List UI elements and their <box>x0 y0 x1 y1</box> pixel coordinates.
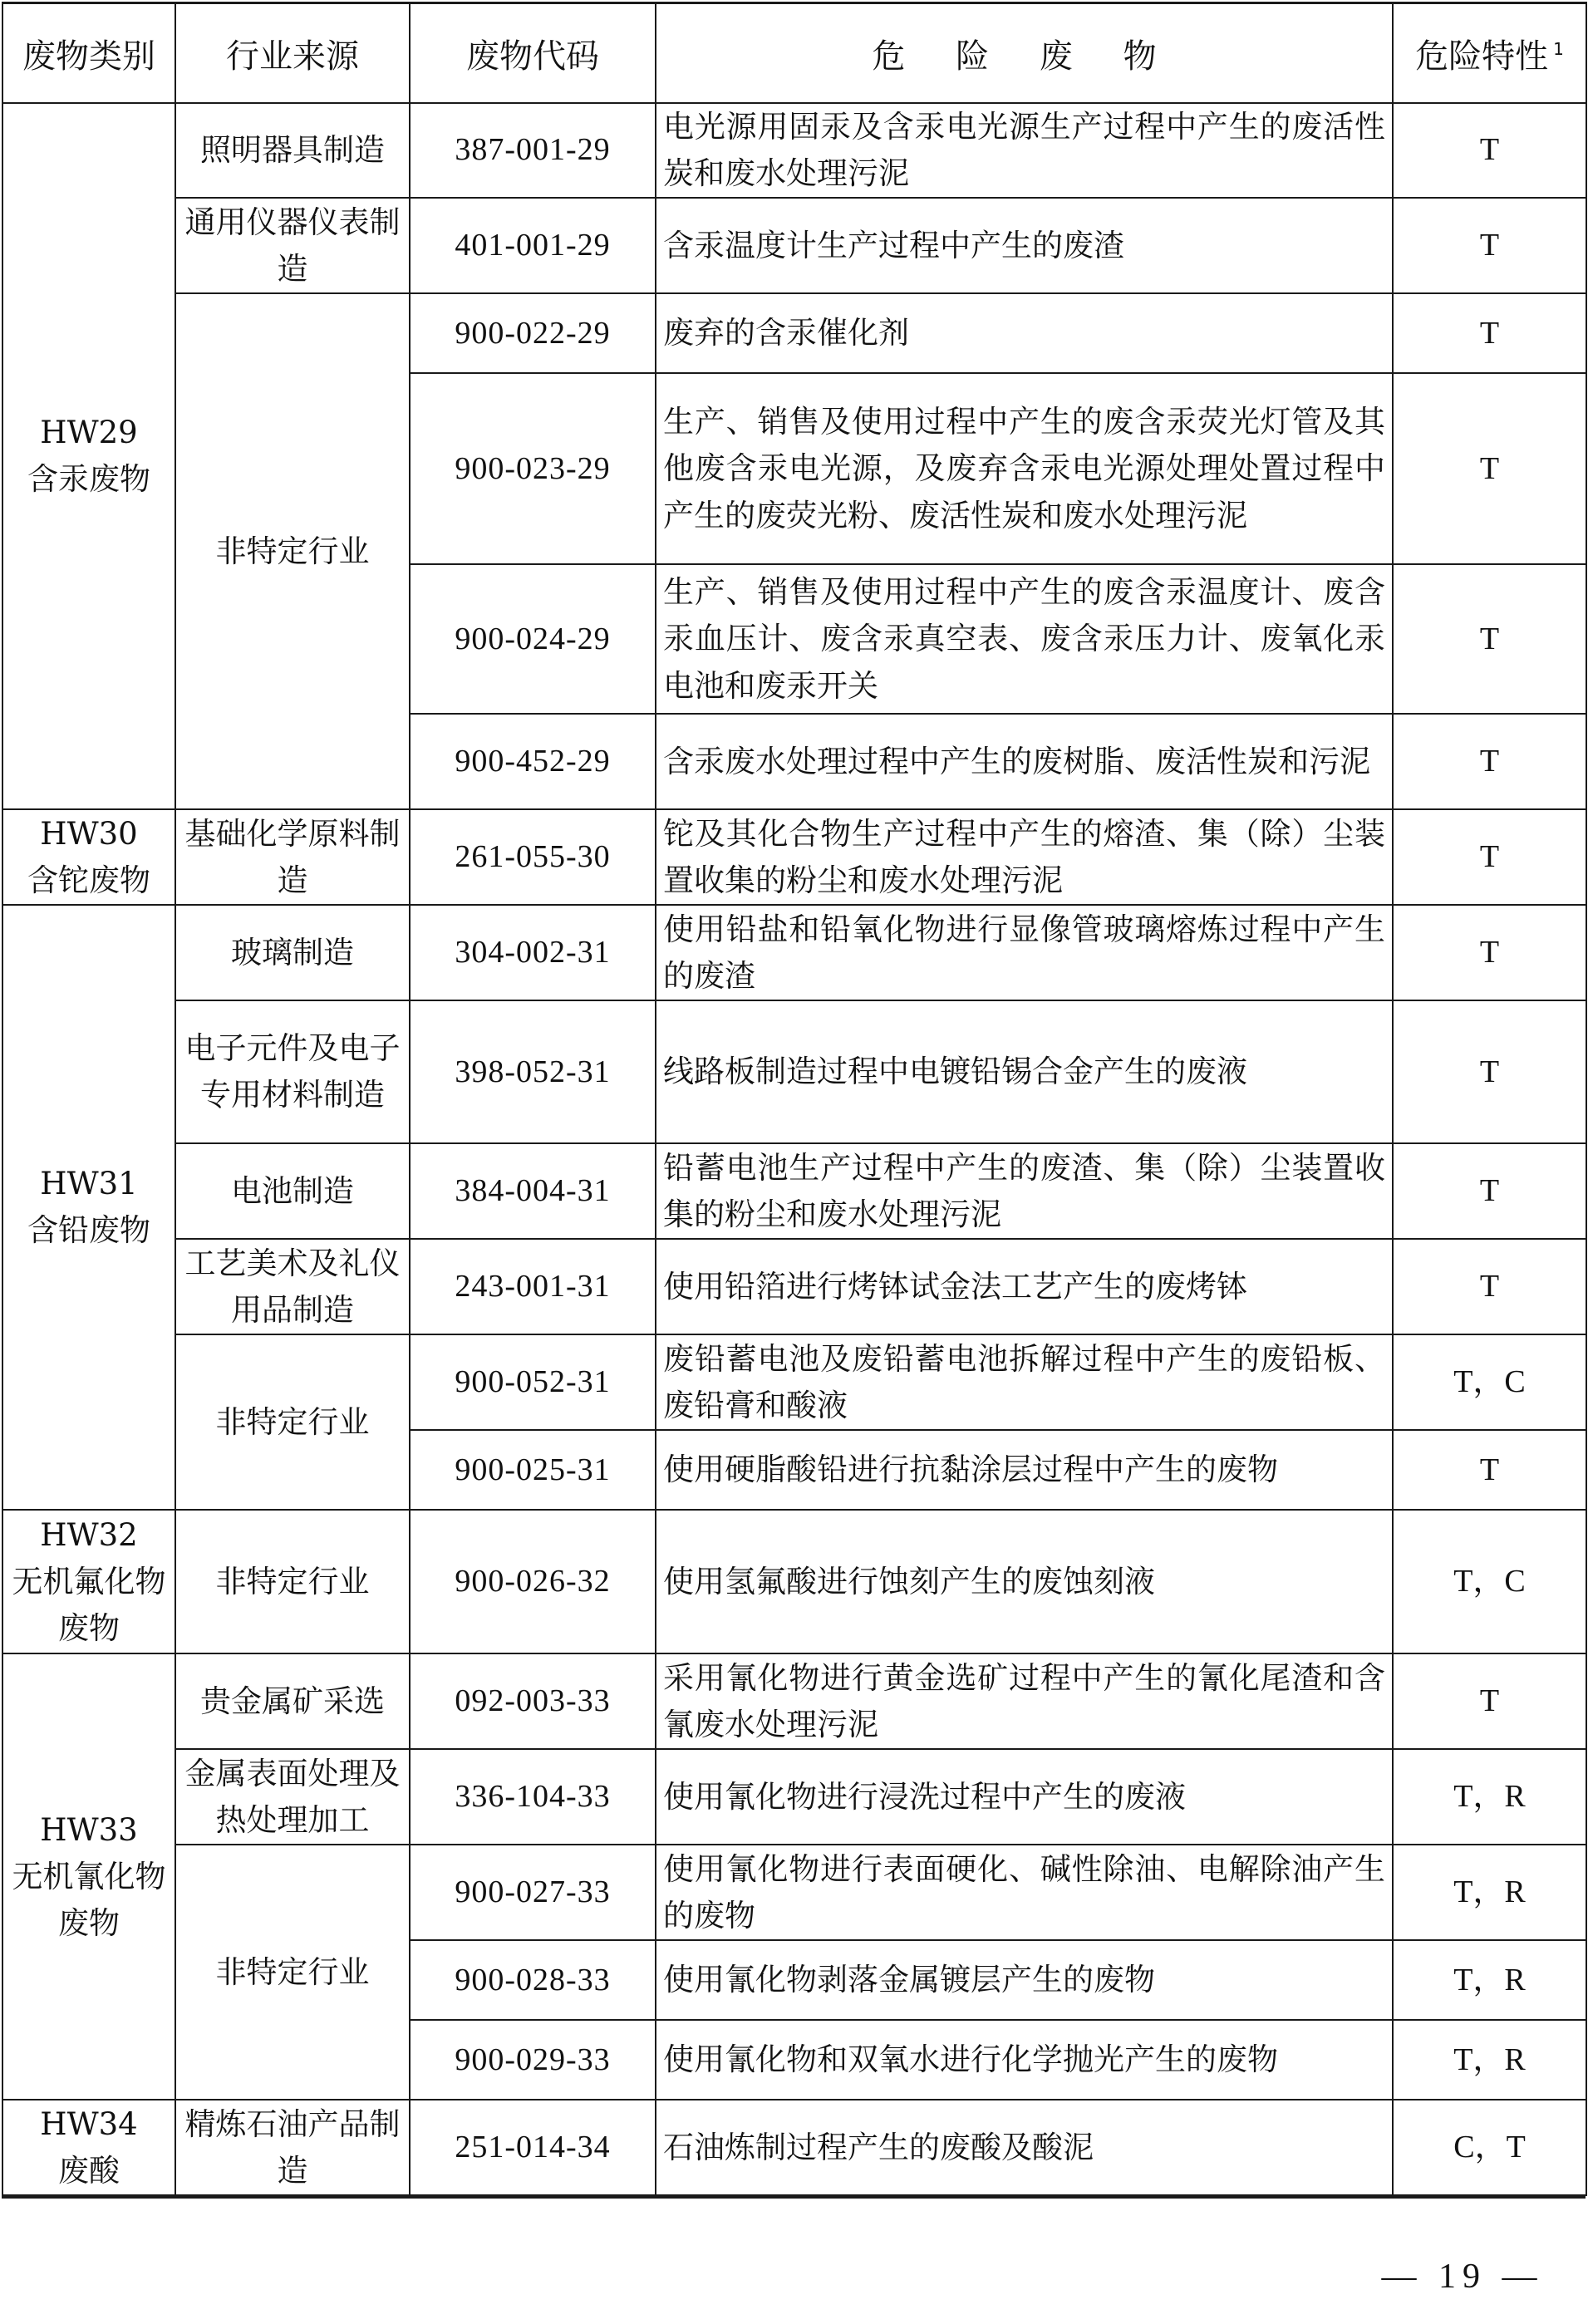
waste-code-cell: 900-022-29 <box>410 293 656 373</box>
industry-source-cell: 电池制造 <box>175 1143 410 1239</box>
table-row <box>2 2100 1586 2195</box>
waste-category-cell: HW30 含铊废物 <box>2 809 175 905</box>
table-row <box>2 1749 1586 1845</box>
table-row <box>2 1845 1586 1940</box>
table-row <box>2 198 1586 293</box>
hazardous-waste-description-cell: 使用氢氟酸进行蚀刻产生的废蚀刻液 <box>656 1510 1393 1653</box>
industry-source-cell: 通用仪器仪表制造 <box>175 198 410 293</box>
hazard-property-cell: T <box>1393 1430 1586 1510</box>
table-row <box>2 1510 1586 1653</box>
industry-source-cell: 非特定行业 <box>175 1334 410 1510</box>
waste-code-cell: 243-001-31 <box>410 1239 656 1334</box>
hazardous-waste-description-cell: 采用氰化物进行黄金选矿过程中产生的氰化尾渣和含氰废水处理污泥 <box>656 1653 1393 1749</box>
hazardous-waste-description-cell: 使用氰化物进行表面硬化、碱性除油、电解除油产生的废物 <box>656 1845 1393 1940</box>
waste-code-cell: 900-052-31 <box>410 1334 656 1430</box>
header-waste: 危 险 废 物 <box>656 3 1393 104</box>
hazardous-waste-description-cell: 铊及其化合物生产过程中产生的熔渣、集（除）尘装置收集的粉尘和废水处理污泥 <box>656 809 1393 905</box>
hazardous-waste-description-cell: 废铅蓄电池及废铅蓄电池拆解过程中产生的废铅板、废铅膏和酸液 <box>656 1334 1393 1430</box>
industry-source-cell: 电子元件及电子专用材料制造 <box>175 1000 410 1143</box>
table-row <box>2 1653 1586 1749</box>
hazard-property-cell: T <box>1393 1653 1586 1749</box>
hazardous-waste-description-cell: 含汞温度计生产过程中产生的废渣 <box>656 198 1393 293</box>
industry-source-cell: 贵金属矿采选 <box>175 1653 410 1749</box>
industry-source-cell: 照明器具制造 <box>175 103 410 198</box>
hazard-property-cell: T <box>1393 103 1586 198</box>
hazard-property-cell: T <box>1393 1143 1586 1239</box>
header-property-label: 危险特性 <box>1415 37 1549 76</box>
industry-source-cell: 非特定行业 <box>175 1510 410 1653</box>
hazard-property-cell: T <box>1393 373 1586 564</box>
waste-code-cell: 384-004-31 <box>410 1143 656 1239</box>
industry-source-cell: 工艺美术及礼仪用品制造 <box>175 1239 410 1334</box>
header-property <box>1393 3 1586 104</box>
table-row <box>2 1143 1586 1239</box>
waste-category-cell: HW33 无机氰化物废物 <box>2 1653 175 2100</box>
waste-code-cell: 401-001-29 <box>410 198 656 293</box>
hazard-property-cell: T <box>1393 714 1586 809</box>
hazard-property-cell: T <box>1393 1000 1586 1143</box>
waste-category-cell: HW34 废酸 <box>2 2100 175 2195</box>
hazardous-waste-description-cell: 含汞废水处理过程中产生的废树脂、废活性炭和污泥 <box>656 714 1393 809</box>
waste-code-cell: 900-027-33 <box>410 1845 656 1940</box>
table-row <box>2 293 1586 373</box>
table-bottom-rule <box>2 2196 1586 2199</box>
waste-code-cell: 900-026-32 <box>410 1510 656 1653</box>
hazardous-waste-description-cell: 使用氰化物和双氧水进行化学抛光产生的废物 <box>656 2020 1393 2100</box>
table-row <box>2 809 1586 905</box>
waste-code-cell: 900-024-29 <box>410 564 656 714</box>
hazard-property-cell: T，C <box>1393 1334 1586 1430</box>
hazardous-waste-description-cell: 线路板制造过程中电镀铅锡合金产生的废液 <box>656 1000 1393 1143</box>
hazardous-waste-description-cell: 铅蓄电池生产过程中产生的废渣、集（除）尘装置收集的粉尘和废水处理污泥 <box>656 1143 1393 1239</box>
waste-code-cell: 900-452-29 <box>410 714 656 809</box>
header-property-footnote: 1 <box>1553 39 1564 60</box>
waste-code-cell: 900-028-33 <box>410 1940 656 2020</box>
hazardous-waste-description-cell: 使用氰化物剥落金属镀层产生的废物 <box>656 1940 1393 2020</box>
industry-source-cell: 非特定行业 <box>175 1845 410 2100</box>
hazardous-waste-description-cell: 使用铅盐和铅氧化物进行显像管玻璃熔炼过程中产生的废渣 <box>656 905 1393 1000</box>
hazardous-waste-description-cell: 电光源用固汞及含汞电光源生产过程中产生的废活性炭和废水处理污泥 <box>656 103 1393 198</box>
hazard-property-cell: T <box>1393 293 1586 373</box>
hazard-property-cell: T <box>1393 809 1586 905</box>
waste-code-cell: 398-052-31 <box>410 1000 656 1143</box>
hazard-property-cell: T <box>1393 1239 1586 1334</box>
waste-code-cell: 092-003-33 <box>410 1653 656 1749</box>
header-category: 废物类别 <box>2 3 175 104</box>
table-row <box>2 1239 1586 1334</box>
hazardous-waste-description-cell: 生产、销售及使用过程中产生的废含汞荧光灯管及其他废含汞电光源，及废弃含汞电光源处理处置过程中产生的废荧光粉、废活性炭和废水处理污泥 <box>656 373 1393 564</box>
waste-code-cell: 900-029-33 <box>410 2020 656 2100</box>
hazard-property-cell: T，R <box>1393 1845 1586 1940</box>
waste-code-cell: 900-023-29 <box>410 373 656 564</box>
table-header-row <box>2 3 1586 104</box>
hazardous-waste-description-cell: 使用硬脂酸铅进行抗黏涂层过程中产生的废物 <box>656 1430 1393 1510</box>
waste-category-cell: HW31 含铅废物 <box>2 905 175 1510</box>
table-row <box>2 1000 1586 1143</box>
hazardous-waste-description-cell: 使用氰化物进行浸洗过程中产生的废液 <box>656 1749 1393 1845</box>
hazardous-waste-description-cell: 使用铅箔进行烤钵试金法工艺产生的废烤钵 <box>656 1239 1393 1334</box>
waste-code-cell: 251-014-34 <box>410 2100 656 2195</box>
waste-category-cell: HW29 含汞废物 <box>2 103 175 809</box>
industry-source-cell: 非特定行业 <box>175 293 410 809</box>
waste-code-cell: 336-104-33 <box>410 1749 656 1845</box>
page-number: — 19 — <box>1381 2258 1544 2296</box>
industry-source-cell: 基础化学原料制造 <box>175 809 410 905</box>
header-code: 废物代码 <box>410 3 656 104</box>
hazardous-waste-description-cell: 生产、销售及使用过程中产生的废含汞温度计、废含汞血压计、废含汞真空表、废含汞压力计、废氧化汞电池和废汞开关 <box>656 564 1393 714</box>
waste-code-cell: 387-001-29 <box>410 103 656 198</box>
hazard-property-cell: T，R <box>1393 2020 1586 2100</box>
header-industry: 行业来源 <box>175 3 410 104</box>
waste-code-cell: 261-055-30 <box>410 809 656 905</box>
industry-source-cell: 玻璃制造 <box>175 905 410 1000</box>
table-row <box>2 103 1586 198</box>
hazardous-waste-table <box>2 2 1587 2196</box>
hazardous-waste-description-cell: 石油炼制过程产生的废酸及酸泥 <box>656 2100 1393 2195</box>
table-row <box>2 1334 1586 1430</box>
hazard-property-cell: C，T <box>1393 2100 1586 2195</box>
hazard-property-cell: T，C <box>1393 1510 1586 1653</box>
industry-source-cell: 精炼石油产品制造 <box>175 2100 410 2195</box>
waste-code-cell: 304-002-31 <box>410 905 656 1000</box>
hazard-property-cell: T <box>1393 198 1586 293</box>
table-row <box>2 905 1586 1000</box>
table-body <box>2 103 1586 2195</box>
industry-source-cell: 金属表面处理及热处理加工 <box>175 1749 410 1845</box>
waste-category-cell: HW32 无机氟化物废物 <box>2 1510 175 1653</box>
hazard-property-cell: T，R <box>1393 1940 1586 2020</box>
hazard-property-cell: T <box>1393 564 1586 714</box>
waste-code-cell: 900-025-31 <box>410 1430 656 1510</box>
hazardous-waste-description-cell: 废弃的含汞催化剂 <box>656 293 1393 373</box>
hazard-property-cell: T，R <box>1393 1749 1586 1845</box>
hazard-property-cell: T <box>1393 905 1586 1000</box>
